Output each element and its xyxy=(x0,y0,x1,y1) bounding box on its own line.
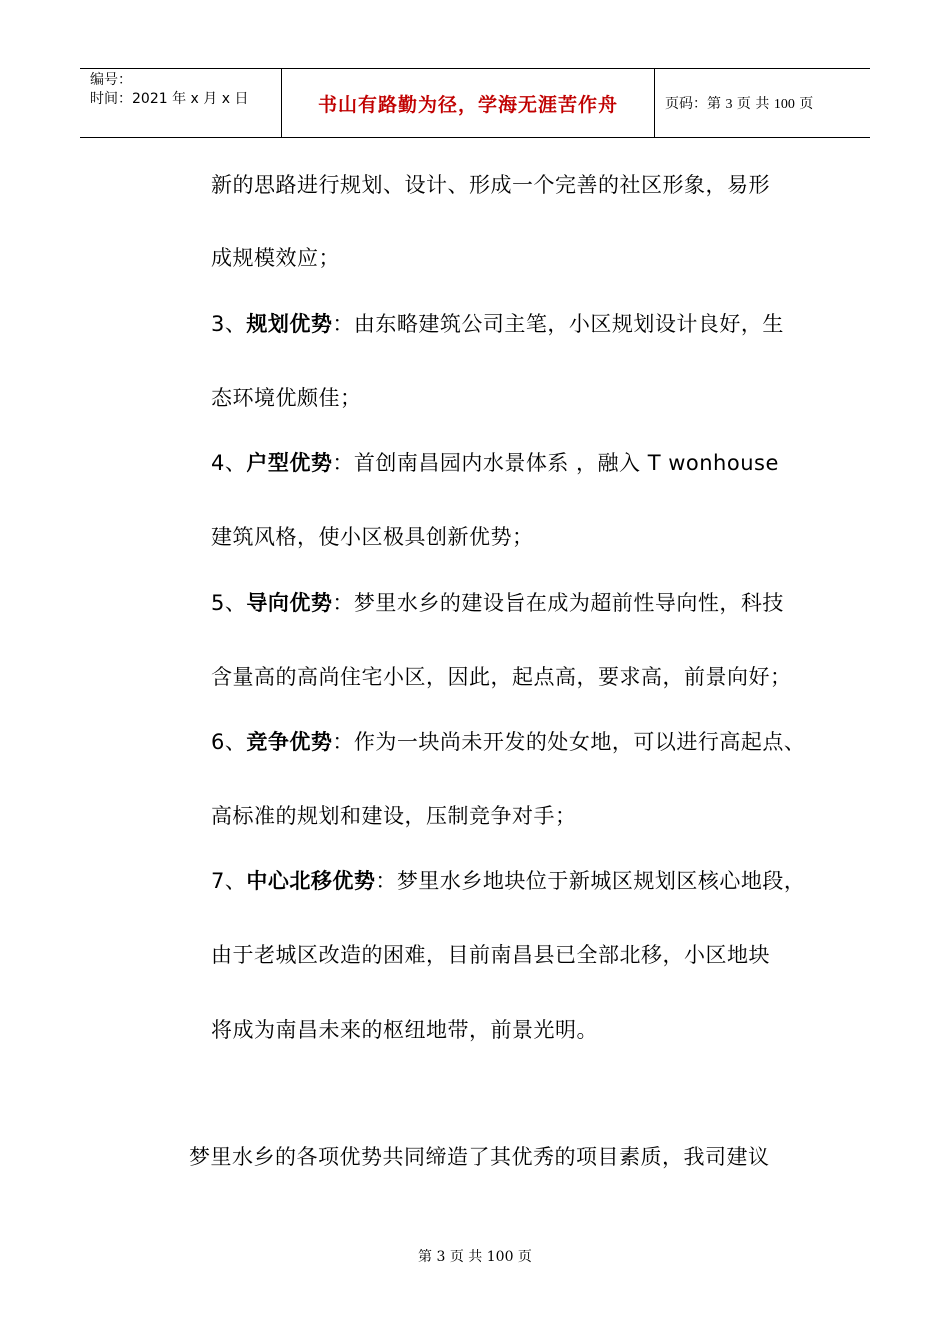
page-prefix: 页码：第 xyxy=(665,96,726,112)
list-item-center-shift xyxy=(211,866,805,896)
body-line: 建筑风格，使小区极具创新优势； xyxy=(211,525,534,549)
header-page-info xyxy=(665,93,813,113)
item-text: ：作为一块尚未开发的处女地，可以进行高起点、 xyxy=(332,730,806,754)
item-title: 中心北移优势 xyxy=(246,869,376,893)
header-motto-cell xyxy=(282,69,655,137)
item-text: ：梦里水乡的建设旨在成为超前性导向性，科技 xyxy=(332,591,784,615)
item-number: 6、 xyxy=(211,730,247,754)
body-line: 新的思路进行规划、设计、形成一个完善的社区形象，易形 xyxy=(211,173,770,197)
item-text: ：由东略建筑公司主笔，小区规划设计良好，生 xyxy=(332,312,784,336)
list-item-planning xyxy=(211,309,784,339)
document-number-label: 编号： xyxy=(90,72,132,88)
list-item-competition xyxy=(211,727,805,757)
header-page-cell xyxy=(655,69,870,137)
item-title: 导向优势 xyxy=(246,591,333,615)
item-title: 竞争优势 xyxy=(246,730,333,754)
item-number: 4、 xyxy=(211,451,247,475)
item-title: 规划优势 xyxy=(246,312,333,336)
list-item-orientation xyxy=(211,588,784,618)
list-item-unit-type xyxy=(211,448,779,478)
item-number: 3、 xyxy=(211,312,247,336)
paragraph-line: 梦里水乡的各项优势共同缔造了其优秀的项目素质，我司建议 xyxy=(189,1145,770,1169)
item-text: ：梦里水乡地块位于新城区规划区核心地段， xyxy=(375,869,806,893)
body-line: 将成为南昌未来的枢纽地带，前景光明。 xyxy=(211,1018,598,1042)
page-footer: 第 3 页 共 100 页 xyxy=(418,1249,532,1265)
header-meta-cell xyxy=(80,69,282,137)
item-number: 5、 xyxy=(211,591,247,615)
page-header xyxy=(80,68,870,138)
item-text: ：首创南昌园内水景体系 ，融入 T wonhouse xyxy=(332,451,779,475)
body-line: 态环境优颇佳； xyxy=(211,386,362,410)
body-line: 由于老城区改造的困难，目前南昌县已全部北移，小区地块 xyxy=(211,943,770,967)
item-number: 7、 xyxy=(211,869,247,893)
body-line: 高标准的规划和建设，压制竞争对手； xyxy=(211,804,577,828)
page-current: 3 xyxy=(725,97,733,112)
page-suffix: 页 xyxy=(794,96,814,112)
page-mid: 页 共 xyxy=(732,96,774,112)
page-total: 100 xyxy=(773,97,795,112)
document-date-label: 时间：2021 年 x 月 x 日 xyxy=(90,91,249,107)
header-motto: 书山有路勤为径，学海无涯苦作舟 xyxy=(317,93,618,116)
item-title: 户型优势 xyxy=(246,451,333,475)
body-line: 含量高的高尚住宅小区，因此，起点高，要求高，前景向好； xyxy=(211,665,792,689)
body-line: 成规模效应； xyxy=(211,246,340,270)
